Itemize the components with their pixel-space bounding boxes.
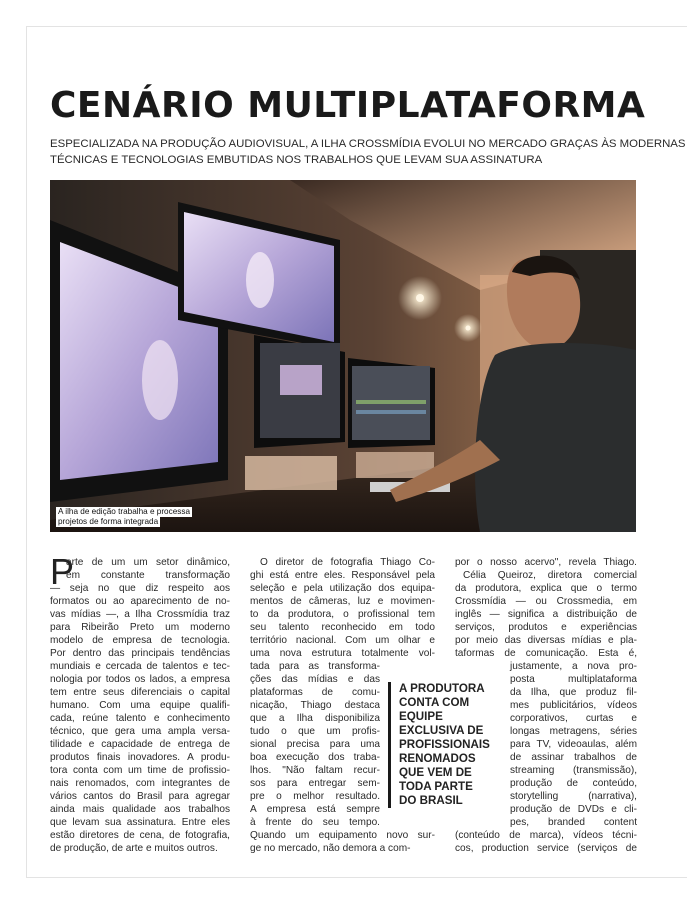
text-line: seu talento reconhecido em todo [250,622,435,633]
text-line: vários cantos do Brasil para agregar [50,791,230,802]
text-line: justamente, a nova pro- [510,661,637,672]
text-line: formatos ou ao aparecimento de no- [50,596,230,607]
text-line: território nacional. Com um olhar e [250,635,435,646]
pull-quote-line: QUE VEM DE [399,766,472,779]
pull-quote [388,682,519,808]
subtitle-line: ESPECIALIZADA NA PRODUÇÃO AUDIOVISUAL, A ILHA CROSSMÍDIA EVOLUI NO MERCADO GRAÇAS ÀS MODERNAS [50,138,686,150]
text-line: pre o melhor resultado. [250,791,380,802]
text-line: corporativos, curtas e [510,713,637,724]
text-line: sos para entregar sem- [250,778,380,789]
text-line: cada, reúne talento e conhecimento [50,713,230,724]
text-line: nais renomados, com integrantes de [50,778,230,789]
text-line: ge no mercado, não demora a com- [250,843,411,854]
text-line: técnico, que gera uma ampla versa- [50,726,230,737]
text-line: produção de DVDs e cli- [510,804,637,815]
text-line: ções das mídias e das [250,674,380,685]
text-line: to da produtora, o profissional tem [250,609,435,620]
text-line: tudo o que um profis- [250,726,380,737]
text-line: por o nosso acervo", revela Thiago. [455,557,637,568]
text-line: à frente do seu tempo. [250,817,380,828]
text-line: da produtora, explica que o termo [455,583,637,594]
pull-quote-line: DO BRASIL [399,794,463,807]
text-line: tilidade e capacidade de entrega de [50,739,230,750]
pull-quote-line: CONTA COM [399,696,470,709]
text-line: lhos. "Não faltam recur- [250,765,380,776]
text-line: tem entre seus diferenciais o capital [50,687,230,698]
text-line: longas metragens, séries [510,726,637,737]
text-line: O diretor de fotografia Thiago Co- [260,557,435,568]
text-line: vas mídias —, a Ilha Crossmídia traz [50,609,230,620]
drop-cap: P [50,551,75,592]
text-line: nicação, Thiago destaca [250,700,380,711]
text-line: serviços, produtos e experiências [455,622,637,633]
pull-quote-line: EQUIPE [399,710,443,723]
text-line: de produção, de arte e muitos outros. [50,843,218,854]
text-line: que a Ilha disponibiliza [250,713,380,724]
editing-room-photo [50,180,636,532]
text-line: nologia por todos os lados, a empresa [50,674,230,685]
text-line: produção de conteúdo, [510,778,637,789]
text-line: Quando um equipamento novo sur- [250,830,435,841]
pull-quote-line: EXCLUSIVA DE [399,724,484,737]
text-line: por meio das diversas mídias e pla- [455,635,637,646]
text-line: — seja no que diz respeito aos [50,583,230,594]
text-line: taformas de comunicação. Esta é, [455,648,637,659]
text-line: boa execução dos traba- [250,752,380,763]
text-line: A empresa está sempre [250,804,380,815]
text-line: produtos finais inovadores. A produ- [50,752,230,763]
text-line: mentos de câmeras, luz e movimen- [250,596,435,607]
text-line: modelo de empresa de tecnologia. [50,635,230,646]
article-subtitle [50,136,686,168]
caption-line: A ilha de edição trabalha e processa [58,507,190,516]
text-line: tada para as transforma- [250,661,380,672]
pull-quote-line: RENOMADOS [399,752,476,765]
text-line: plataformas de comu- [250,687,380,698]
photo-caption [56,507,192,527]
text-line: mes publicitários, vídeos [510,700,637,711]
text-line: tora conta com um time de profissio- [50,765,230,776]
text-line: uma nova estrutura totalmente vol- [250,648,435,659]
article-column-1 [50,551,230,855]
text-line: estão diretores de cena, de fotografia, [50,830,230,841]
text-line: humano. Com uma equipe qualifi- [50,700,230,711]
pull-quote-line: PROFISSIONAIS [399,738,490,751]
text-line: para TV, videoaulas, além [510,739,637,750]
text-line: Por dentro das principais tendências [50,648,230,659]
text-line: Célia Queiroz, diretora comercial [463,570,637,581]
text-line: posta multiplataforma [510,674,637,685]
text-line: Crossmídia — ou Crossmedia, em [455,596,637,607]
text-line: em constante transformação [66,570,230,581]
pull-quote-line: TODA PARTE [399,780,473,793]
article-title: CENÁRIO MULTIPLATAFORMA [50,85,646,126]
text-line: seleção e pela utilização dos equipa- [250,583,435,594]
text-line: para Ribeirão Preto um moderno [50,622,230,633]
text-line: ghi está entre eles. Responsável pela [250,570,435,581]
caption-line: projetos de forma integrada [58,517,159,526]
text-line: cos, production service (serviços de [455,843,637,854]
pull-quote-line: A PRODUTORA [399,682,485,695]
text-line: mundiais e cercada de talentos e tec- [50,661,230,672]
text-line: inglês — significa a distribuição de [455,609,637,620]
text-line: streaming (transmissão), [510,765,637,776]
text-line: ainda mais qualidade aos trabalhos [50,804,230,815]
text-line: sional precisa para uma [250,739,380,750]
text-line: pes, branded content [510,817,637,828]
subtitle-line: TÉCNICAS E TECNOLOGIAS EMBUTIDAS NOS TRABALHOS QUE LEVAM SUA ASSINATURA [50,154,543,166]
text-line: que levam sua assinatura. Entre eles [50,817,230,828]
text-line: (conteúdo de marca), vídeos técni- [455,830,637,841]
text-line: da Ilha, que produz fil- [510,687,637,698]
text-line: arte de um um setor dinâmico, [66,557,230,568]
text-line: de assinar trabalhos de [510,752,637,763]
text-line: storytelling (narrativa), [510,791,637,802]
